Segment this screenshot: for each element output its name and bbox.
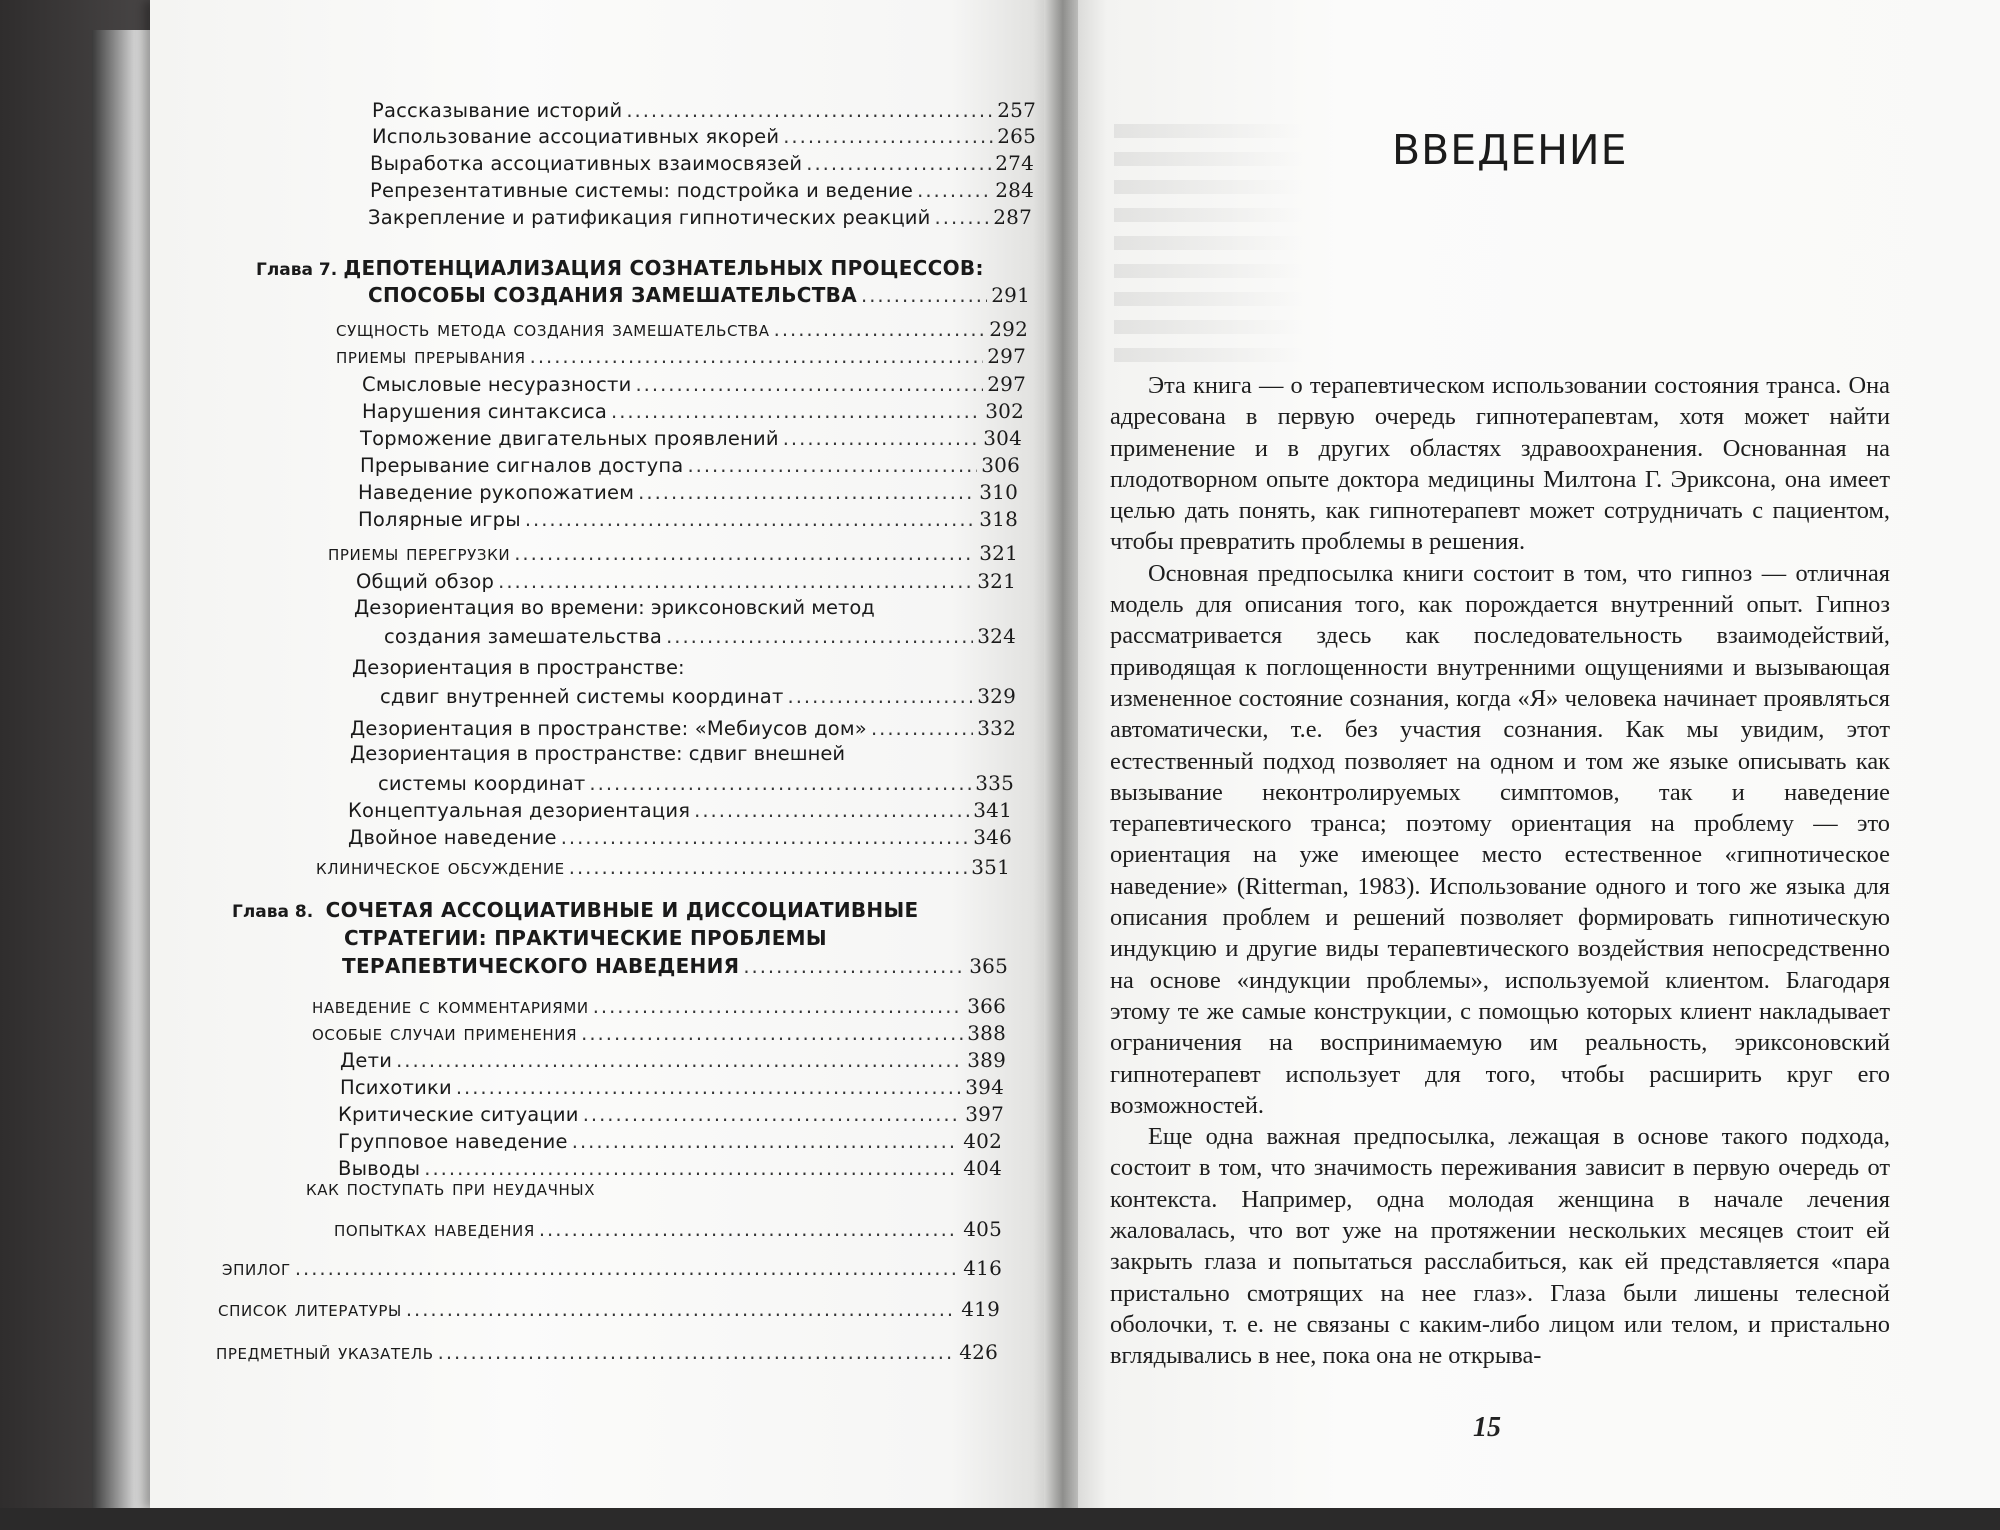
toc-section-entry: приемы перегрузки ..... 321 [328,541,1018,566]
toc-section-entry: приемы прерывания ..... 297 [336,344,1026,369]
toc-entry: Выработка ассоциативных взаимосвязей ..... 274 [370,151,1034,176]
toc-entry: Прерывание сигналов доступа ..... 306 [360,453,1020,478]
intro-body [1110,370,1890,1372]
page-number: 15 [1473,1412,1501,1443]
paragraph: Основная предпосылка книги состоит в том, что гипноз — отличная модель для описания того, как порождается внутренний опыт. Гипноз рассматривается здесь как последовательность взаимодействий, приводящая к поглощенности внутренними ощущениями и вызывающая измененное состояние сознания, когда «Я» человека начинает проявляться автоматически, т.е. без участия сознания. Как мы увидим, этот естественный подход позволяет на одном и том же языке описывать как вызывание неконтролируемых симптомов, так и наведение терапевтического транса; поэтому ориентация на проблему — это ориентация на уже имеющее место естественное «гипнотическое наведение» (Ritterman, 1983). Использование одного и того же языка для описания проблем и решений позволяет формировать гипнотическую индукцию и другие виды терапевтического воздействия непосредственно на основе «индукции проблемы», используемой клиентом. Благодаря этому те же самые конструкции, с помощью которых клиент накладывает ограничения на воспринимаемую им реальность, эриксоновский гипнотерапевт использует для того, чтобы расширить круг его возможностей. [1110,559,1890,1119]
toc-entry: Закрепление и ратификация гипнотических реакций ..... 287 [368,205,1032,230]
toc-section-entry: эпилог ..... 416 [222,1256,1002,1281]
toc-entry: Наведение рукопожатием ..... 310 [358,480,1018,505]
toc-entry: Общий обзор ..... 321 [356,569,1016,594]
toc-section-entry-line: как поступать при неудачных [306,1176,596,1200]
toc-section-entry: наведение с комментариями ..... 366 [312,994,1006,1019]
toc-entry: Полярные игры ..... 318 [358,507,1018,532]
paragraph: Еще одна важная предпосылка, лежащая в основе такого подхода, состоит в том, что значимость переживания зависит в первую очередь от контекста. Например, одна молодая женщина в начале лечения жаловалась, что вот уже на протяжении нескольких месяцев стоит ей закрыть глаза и попытаться расслабиться, как ей представляется «пара пристально смотрящих на нее глаз». Глаза были лишены телесной оболочки, т. е. не связаны с каким-либо лицом или телом, и пристально вглядывались в нее, пока она не открыва- [1110,1123,1890,1370]
chapter-heading: СПОСОБЫ СОЗДАНИЯ ЗАМЕШАТЕЛЬСТВА ..... 291 [368,283,1030,308]
toc-entry: создания замешательства ..... 324 [384,624,1016,649]
toc-section-entry: попытках наведения ..... 405 [334,1217,1002,1242]
toc-entry: Дезориентация в пространстве: «Мебиусов дом» ..... 332 [350,716,1016,741]
toc-entry: Выводы ..... 404 [338,1156,1002,1181]
toc-entry: сдвиг внутренней системы координат ..... 329 [380,684,1016,709]
paragraph: Эта книга — о терапевтическом использовании состояния транса. Она адресована в первую очередь гипнотерапевтам, хотя может найти применение и в других областях здравоохранения. Основанная на плодотворном опыте доктора медицины Милтона Г. Эриксона, она имеет целью дать понять, как гипнотерапевт может сотрудничать с пациентом, чтобы превратить проблемы в решения. [1110,372,1890,556]
toc-entry-line: Дезориентация в пространстве: [352,656,685,679]
toc-entry: Двойное наведение ..... 346 [348,825,1012,850]
toc-section-entry: предметный указатель ..... 426 [216,1340,998,1365]
toc-entry: Рассказывание историй ..... 257 [372,98,1036,123]
toc-entry: системы координат ..... 335 [378,771,1014,796]
toc-entry: Критические ситуации ..... 397 [338,1102,1004,1127]
chapter-heading: Глава 7. ДЕПОТЕНЦИАЛИЗАЦИЯ СОЗНАТЕЛЬНЫХ ПРОЦЕССОВ: [256,256,984,280]
toc-section-entry: список литературы ..... 419 [218,1297,1000,1322]
toc-entry: Психотики ..... 394 [340,1075,1004,1100]
toc-entry: Репрезентативные системы: подстройка и ведение ..... 284 [370,178,1034,203]
toc-entry: Смысловые несуразности ..... 297 [362,372,1026,397]
chapter-heading: СТРАТЕГИИ: ПРАКТИЧЕСКИЕ ПРОБЛЕМЫ [344,926,827,950]
toc-entry: Групповое наведение ..... 402 [338,1129,1002,1154]
toc-entry: Концептуальная дезориентация ..... 341 [348,798,1012,823]
toc-entry: Нарушения синтаксиса ..... 302 [362,399,1024,424]
toc-section-entry: клиническое обсуждение ..... 351 [316,855,1010,880]
toc-entry-line: Дезориентация во времени: эриксоновский метод [354,596,875,619]
toc-section-entry: особые случаи применения ..... 388 [312,1021,1006,1046]
chapter-heading: Глава 8. СОЧЕТАЯ АССОЦИАТИВНЫЕ И ДИССОЦИАТИВНЫЕ [232,898,919,922]
toc-entry: Использование ассоциативных якорей ..... 265 [372,124,1036,149]
toc-entry-line: Дезориентация в пространстве: сдвиг внешней [350,742,846,765]
toc-section-entry: сущность метода создания замешательства ..... 292 [336,317,1028,342]
toc-entry: Торможение двигательных проявлений ..... 304 [360,426,1022,451]
chapter-heading: ТЕРАПЕВТИЧЕСКОГО НАВЕДЕНИЯ ..... 365 [342,954,1008,979]
page-title: ВВЕДЕНИЕ [1392,126,1628,174]
toc-entry: Дети ..... 389 [340,1048,1006,1073]
